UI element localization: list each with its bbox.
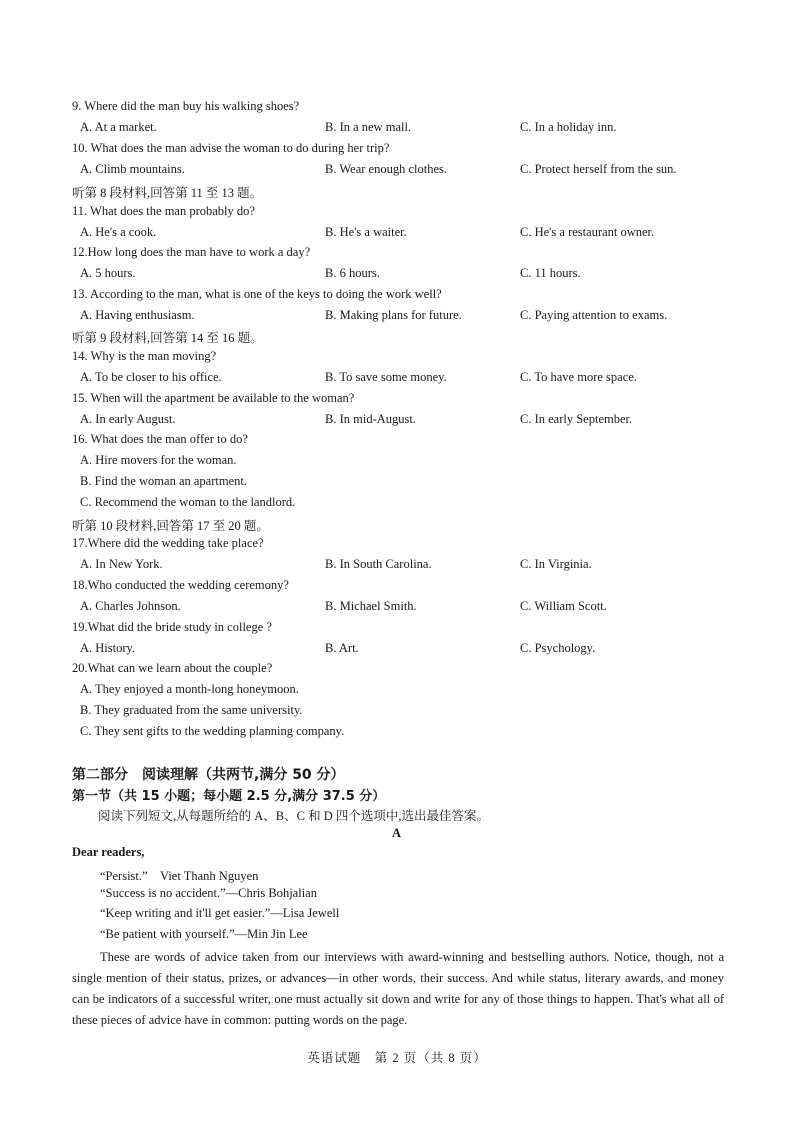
option-a: A. He's a cook. bbox=[80, 225, 157, 239]
instruction-text: 听第 9 段材料,回答第 14 至 16 题。 bbox=[72, 331, 263, 345]
question-13 bbox=[72, 287, 732, 307]
question-stem: 18.Who conducted the wedding ceremony? bbox=[72, 578, 289, 592]
option-20-a bbox=[72, 682, 732, 702]
reading-instruction: 阅读下列短文,从每题所给的 A、B、C 和 D 四个选项中,选出最佳答案。 bbox=[98, 809, 489, 823]
option-a: A. 5 hours. bbox=[80, 266, 136, 280]
options-9 bbox=[72, 120, 732, 140]
question-12 bbox=[72, 245, 732, 265]
question-stem: 16. What does the man offer to do? bbox=[72, 432, 248, 446]
question-14 bbox=[72, 349, 732, 369]
quote-3: “Keep writing and it'll get easier.”—Lisa Jewell bbox=[100, 906, 340, 920]
question-17 bbox=[72, 536, 732, 556]
passage-paragraph: These are words of advice taken from our interviews with award-winning and bestselling authors. Notice, though, not a single mention of their status, prizes, or advances—in other words, their success. And while status, literary awards, and money can be indicators of a successful writer, one must actually sit down and write for any of those things to happen. That's what all of these pieces of advice have in common: putting words on the page. bbox=[72, 950, 724, 1027]
quote-4: “Be patient with yourself.”—Min Jin Lee bbox=[100, 927, 308, 941]
question-stem: 20.What can we learn about the couple? bbox=[72, 661, 273, 675]
question-stem: 14. Why is the man moving? bbox=[72, 349, 217, 363]
option-c: C. Psychology. bbox=[520, 641, 596, 655]
options-19 bbox=[72, 641, 732, 661]
option-b: B. Michael Smith. bbox=[325, 599, 417, 613]
instruction-section-8 bbox=[72, 183, 732, 203]
option-a: A. Having enthusiasm. bbox=[80, 308, 195, 322]
options-15 bbox=[72, 412, 732, 432]
option-b: B. In mid-August. bbox=[325, 412, 416, 426]
question-10 bbox=[72, 141, 732, 161]
salutation: Dear readers, bbox=[72, 845, 145, 859]
question-stem: 13. According to the man, what is one of the keys to doing the work well? bbox=[72, 287, 442, 301]
question-stem: 9. Where did the man buy his walking shoes? bbox=[72, 99, 300, 113]
question-stem: 10. What does the man advise the woman to do during her trip? bbox=[72, 141, 390, 155]
option-b: B. In South Carolina. bbox=[325, 557, 432, 571]
options-10 bbox=[72, 162, 732, 182]
option-b: B. Making plans for future. bbox=[325, 308, 462, 322]
option-b: B. He's a waiter. bbox=[325, 225, 407, 239]
option-16-b bbox=[72, 474, 732, 494]
question-stem: 19.What did the bride study in college ? bbox=[72, 620, 272, 634]
question-20 bbox=[72, 661, 732, 681]
question-15 bbox=[72, 391, 732, 411]
question-stem: 15. When will the apartment be available to the woman? bbox=[72, 391, 355, 405]
page-footer: 英语试题 第 2 页（共 8 页） bbox=[307, 1051, 487, 1065]
option-b: B. They graduated from the same university. bbox=[80, 703, 303, 717]
option-a: A. History. bbox=[80, 641, 136, 655]
option-c: C. In early September. bbox=[520, 412, 633, 426]
option-a: A. They enjoyed a month-long honeymoon. bbox=[80, 682, 299, 696]
question-19 bbox=[72, 620, 732, 640]
question-11 bbox=[72, 204, 732, 224]
option-c: C. He's a restaurant owner. bbox=[520, 225, 655, 239]
question-9 bbox=[72, 99, 732, 119]
option-16-a bbox=[72, 453, 732, 473]
option-20-c bbox=[72, 724, 732, 744]
option-a: A. Charles Johnson. bbox=[80, 599, 181, 613]
option-a: A. Hire movers for the woman. bbox=[80, 453, 237, 467]
question-16 bbox=[72, 432, 732, 452]
part-title: 第二部分 阅读理解（共两节,满分 50 分） bbox=[72, 767, 345, 783]
quote-1: “Persist.” Viet Thanh Nguyen bbox=[100, 869, 259, 883]
question-stem: 12.How long does the man have to work a day? bbox=[72, 245, 311, 259]
option-c: C. In a holiday inn. bbox=[520, 120, 617, 134]
option-b: B. Wear enough clothes. bbox=[325, 162, 447, 176]
option-c: C. Paying attention to exams. bbox=[520, 308, 668, 322]
option-c: C. To have more space. bbox=[520, 370, 637, 384]
options-14 bbox=[72, 370, 732, 390]
option-b: B. Find the woman an apartment. bbox=[80, 474, 247, 488]
instruction-section-10 bbox=[72, 516, 732, 536]
option-b: B. To save some money. bbox=[325, 370, 447, 384]
question-18 bbox=[72, 578, 732, 598]
quote-2: “Success is no accident.”—Chris Bohjalian bbox=[100, 886, 317, 900]
question-stem: 11. What does the man probably do? bbox=[72, 204, 255, 218]
option-b: B. In a new mall. bbox=[325, 120, 412, 134]
options-11 bbox=[72, 225, 732, 245]
options-18 bbox=[72, 599, 732, 619]
option-b: B. Art. bbox=[325, 641, 359, 655]
option-b: B. 6 hours. bbox=[325, 266, 380, 280]
question-stem: 17.Where did the wedding take place? bbox=[72, 536, 264, 550]
option-a: A. At a market. bbox=[80, 120, 157, 134]
instruction-section-9 bbox=[72, 328, 732, 348]
options-12 bbox=[72, 266, 732, 286]
option-c: C. Recommend the woman to the landlord. bbox=[80, 495, 296, 509]
option-a: A. Climb mountains. bbox=[80, 162, 185, 176]
option-a: A. In early August. bbox=[80, 412, 176, 426]
option-c: C. William Scott. bbox=[520, 599, 607, 613]
section-title: 第一节（共 15 小题；每小题 2.5 分,满分 37.5 分） bbox=[72, 789, 386, 804]
options-17 bbox=[72, 557, 732, 577]
instruction-text: 听第 10 段材料,回答第 17 至 20 题。 bbox=[72, 519, 269, 533]
option-16-c bbox=[72, 495, 732, 515]
passage-label: A bbox=[392, 826, 402, 840]
instruction-text: 听第 8 段材料,回答第 11 至 13 题。 bbox=[72, 186, 263, 200]
option-20-b bbox=[72, 703, 732, 723]
option-c: C. 11 hours. bbox=[520, 266, 581, 280]
option-a: A. To be closer to his office. bbox=[80, 370, 222, 384]
options-13 bbox=[72, 308, 732, 328]
option-c: C. Protect herself from the sun. bbox=[520, 162, 677, 176]
option-a: A. In New York. bbox=[80, 557, 163, 571]
option-c: C. In Virginia. bbox=[520, 557, 592, 571]
option-c: C. They sent gifts to the wedding planning company. bbox=[80, 724, 345, 738]
